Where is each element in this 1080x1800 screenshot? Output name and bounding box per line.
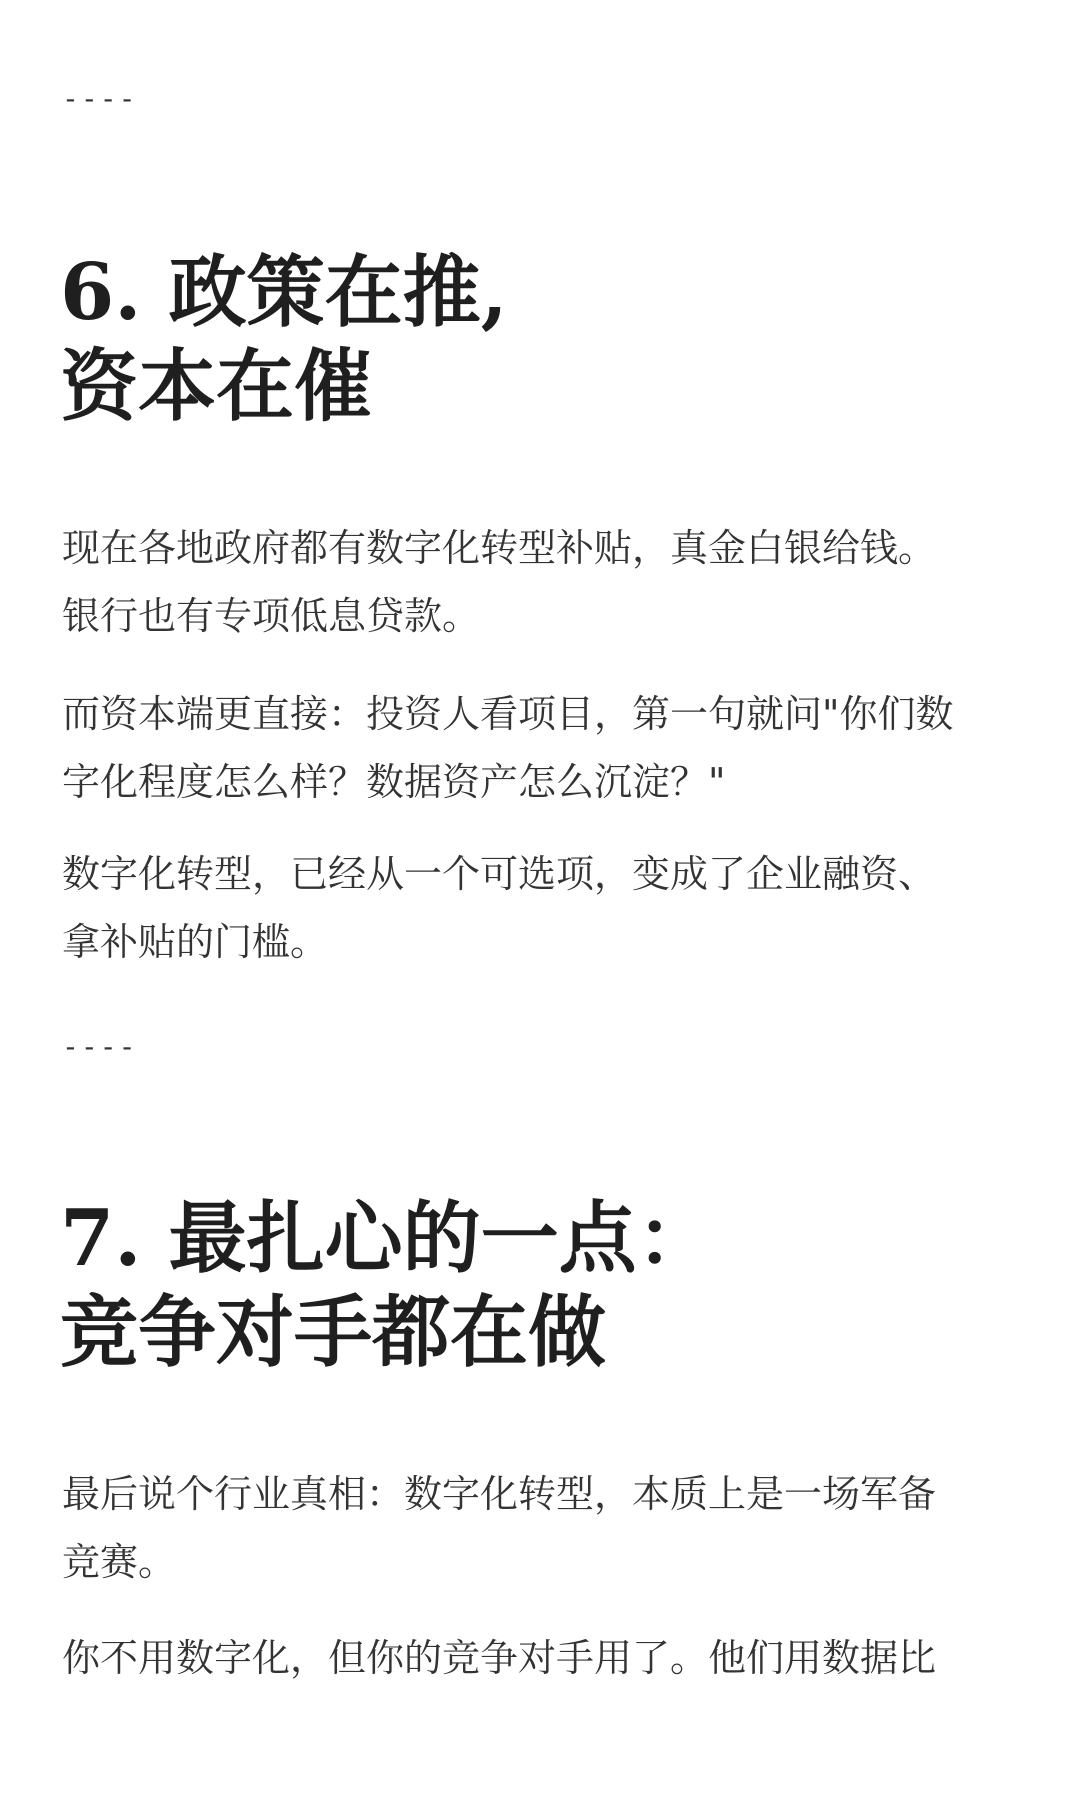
paragraph	[62, 1624, 1042, 1692]
paragraph-line: 你不用数字化，但你的竞争对手用了。他们用数据比	[62, 1636, 937, 1680]
paragraph-line: 最后说个行业真相：数字化转型，本质上是一场军备	[62, 1472, 937, 1516]
heading-line: 竞争对手都在做	[60, 1287, 607, 1378]
paragraph-line: 而资本端更直接：投资人看项目，第一句就问"你们数	[62, 692, 954, 736]
section-divider: ----	[62, 1030, 138, 1063]
paragraph	[62, 840, 1042, 976]
paragraph	[62, 1460, 1042, 1596]
paragraph-line: 数字化转型，已经从一个可选项，变成了企业融资、	[62, 852, 937, 896]
heading-line: 6. 政策在推,	[60, 247, 508, 338]
section-divider: ----	[62, 82, 138, 115]
paragraph-line: 拿补贴的门槛。	[62, 920, 329, 964]
heading-line: 7. 最扎心的一点：	[60, 1193, 715, 1284]
paragraph-line: 字化程度怎么样？数据资产怎么沉淀？"	[62, 760, 726, 804]
paragraph-line: 现在各地政府都有数字化转型补贴，真金白银给钱。	[62, 526, 937, 570]
paragraph	[62, 514, 1042, 650]
paragraph	[62, 680, 1042, 816]
paragraph-line: 银行也有专项低息贷款。	[62, 594, 481, 638]
paragraph-line: 竞赛。	[62, 1540, 177, 1584]
section-6-heading	[60, 246, 1020, 434]
section-7-heading	[60, 1192, 1020, 1380]
heading-line: 资本在催	[60, 341, 373, 432]
